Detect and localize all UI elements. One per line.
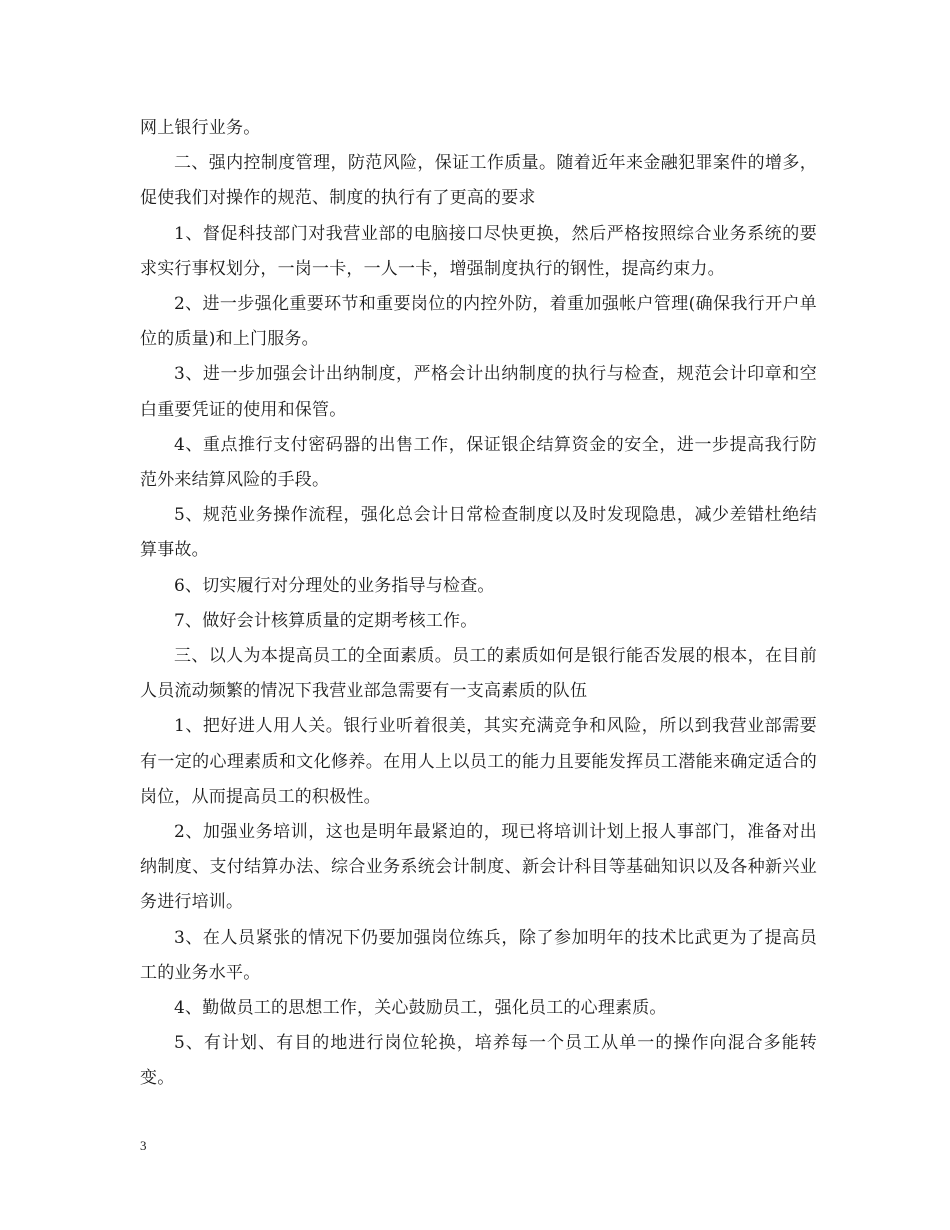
section-heading-paragraph: 三、以人为本提高员工的全面素质。员工的素质如何是银行能否发展的根本，在目前人员流动频繁的情况下我营业部急需要有一支高素质的队伍 (140, 646, 817, 702)
list-item-paragraph: 1、把好进人用人关。银行业听着很美，其实充满竞争和风险，所以到我营业部需要有一定的心理素质和文化修养。在用人上以员工的能力且要能发挥员工潜能来确定适合的岗位，从而提高员工的积极性。 (140, 716, 817, 807)
list-item-paragraph: 1、督促科技部门对我营业部的电脑接口尽快更换，然后严格按照综合业务系统的要求实行事权划分，一岗一卡，一人一卡，增强制度执行的钢性，提高约束力。 (140, 223, 817, 279)
list-item-paragraph: 3、进一步加强会计出纳制度，严格会计出纳制度的执行与检查，规范会计印章和空白重要凭证的使用和保管。 (140, 364, 817, 420)
paragraph: 网上银行业务。 (140, 118, 261, 138)
list-item-paragraph: 6、切实履行对分理处的业务指导与检查。 (174, 575, 495, 596)
list-item-paragraph: 7、做好会计核算质量的定期考核工作。 (174, 610, 478, 631)
section-heading-paragraph: 二、强内控制度管理，防范风险，保证工作质量。随着近年来金融犯罪案件的增多，促使我们对操作的规范、制度的执行有了更高的要求 (140, 153, 817, 209)
list-item-paragraph: 2、加强业务培训，这也是明年最紧迫的，现已将培训计划上报人事部门，准备对出纳制度、支付结算办法、综合业务系统会计制度、新会计科目等基础知识以及各种新兴业务进行培训。 (140, 822, 817, 913)
list-item-paragraph: 4、重点推行支付密码器的出售工作，保证银企结算资金的安全，进一步提高我行防范外来结算风险的手段。 (140, 434, 817, 491)
document-body (140, 111, 817, 1097)
list-item-paragraph: 5、规范业务操作流程，强化总会计日常检查制度以及时发现隐患，减少差错杜绝结算事故。 (140, 505, 817, 561)
list-item-paragraph: 3、在人员紧张的情况下仍要加强岗位练兵，除了参加明年的技术比武更为了提高员工的业务水平。 (140, 927, 817, 983)
list-item-paragraph: 2、进一步强化重要环节和重要岗位的内控外防，着重加强帐户管理(确保我行开户单位的质量)和上门服务。 (140, 294, 817, 350)
list-item-paragraph: 4、勤做员工的思想工作，关心鼓励员工，强化员工的心理素质。 (174, 998, 667, 1019)
page-number: 3 (140, 1138, 147, 1153)
list-item-paragraph: 5、有计划、有目的地进行岗位轮换，培养每一个员工从单一的操作向混合多能转变。 (140, 1033, 817, 1089)
